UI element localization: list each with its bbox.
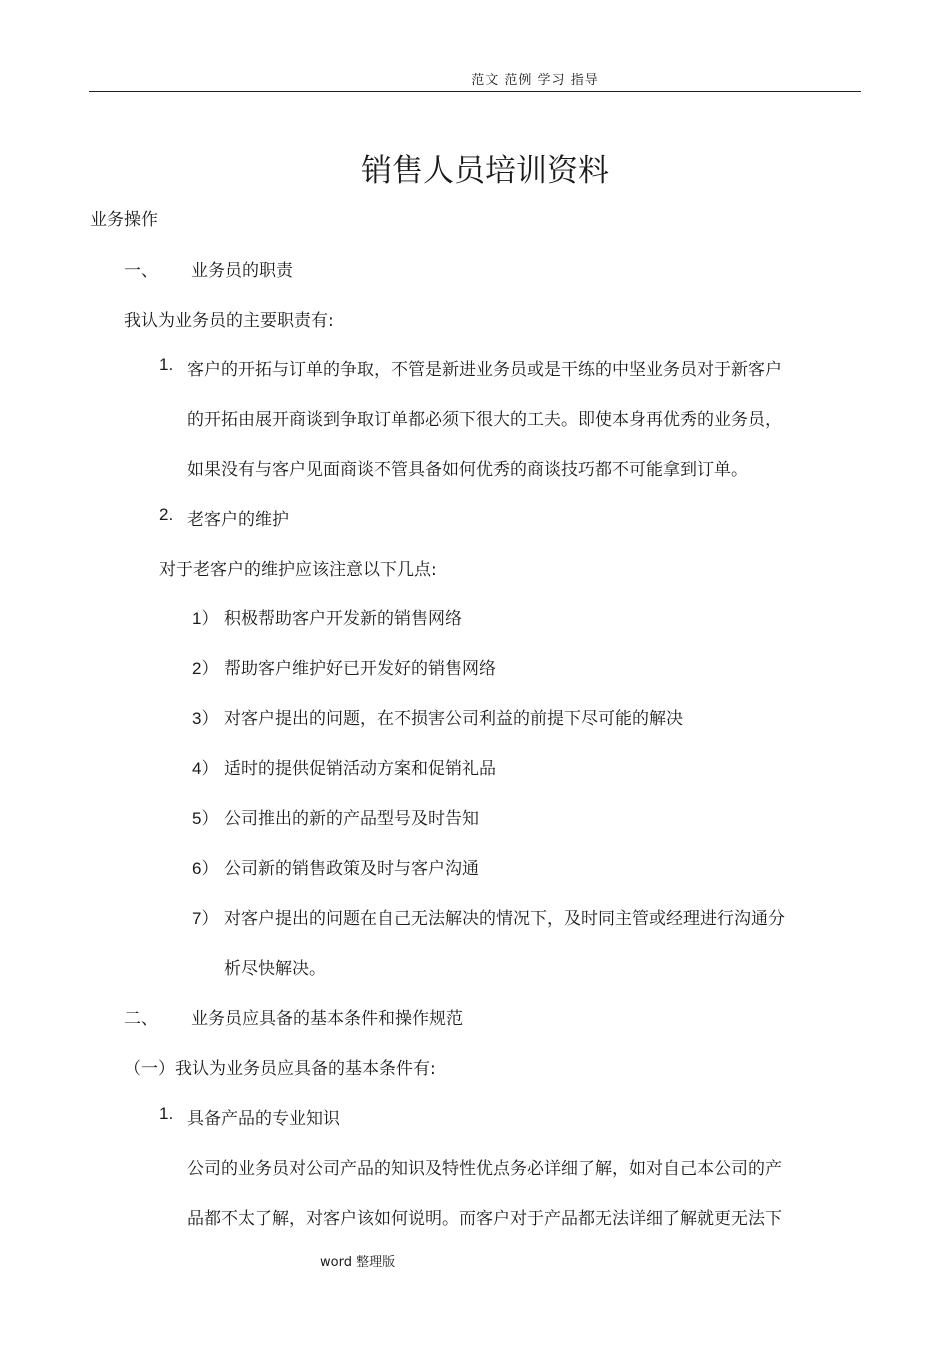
part2-subheading: （一）我认为业务员应具备的基本条件有: <box>124 1059 436 1079</box>
part1-heading: 业务员的职责 <box>191 261 293 281</box>
header-rule <box>89 91 861 92</box>
point-text-continued: 析尽快解决。 <box>224 959 326 979</box>
part2-item1-text: 具备产品的专业知识 <box>187 1109 340 1129</box>
point-text: 对客户提出的问题，在不损害公司利益的前提下尽可能的解决 <box>224 709 683 729</box>
part1-number: 一、 <box>124 261 158 281</box>
point-text: 对客户提出的问题在自己无法解决的情况下，及时同主管或经理进行沟通分 <box>224 909 785 929</box>
item2-number: 2. <box>159 505 174 524</box>
item2-text: 老客户的维护 <box>187 510 289 530</box>
item1-line-3: 如果没有与客户见面商谈不管具备如何优秀的商谈技巧都不可能拿到订单。 <box>187 460 748 480</box>
item1-line-2: 的开拓由展开商谈到争取订单都必须下很大的工夫。即使本身再优秀的业务员， <box>187 410 782 430</box>
part2-item1-line-2: 品都不太了解，对客户该如何说明。而客户对于产品都无法详细了解就更无法下 <box>187 1209 782 1229</box>
item2-intro: 对于老客户的维护应该注意以下几点: <box>159 560 437 580</box>
point-text: 公司新的销售政策及时与客户沟通 <box>224 859 479 879</box>
part2-item1-number: 1. <box>159 1104 174 1123</box>
point-number: 3） <box>192 709 219 728</box>
point-number: 6） <box>192 859 219 878</box>
point-text: 公司推出的新的产品型号及时告知 <box>224 809 479 829</box>
point-number: 7） <box>192 909 219 928</box>
point-number: 1） <box>192 609 219 628</box>
point-text: 帮助客户维护好已开发好的销售网络 <box>224 659 496 679</box>
running-header: 范文 范例 学习 指导 <box>471 73 599 88</box>
point-number: 5） <box>192 809 219 828</box>
part2-heading: 业务员应具备的基本条件和操作规范 <box>191 1009 463 1029</box>
document-title: 销售人员培训资料 <box>361 153 609 189</box>
part2-number: 二、 <box>124 1009 158 1029</box>
item1-number: 1. <box>159 355 174 374</box>
page-footer: word 整理版 <box>320 1255 396 1270</box>
item1-line-1: 客户的开拓与订单的争取，不管是新进业务员或是干练的中坚业务员对于新客户 <box>187 360 782 380</box>
part2-item1-line-1: 公司的业务员对公司产品的知识及特性优点务必详细了解，如对自己本公司的产 <box>187 1159 782 1179</box>
point-text: 适时的提供促销活动方案和促销礼品 <box>224 759 496 779</box>
point-text: 积极帮助客户开发新的销售网络 <box>224 609 462 629</box>
point-number: 4） <box>192 759 219 778</box>
part1-intro: 我认为业务员的主要职责有: <box>124 311 334 331</box>
point-number: 2） <box>192 659 219 678</box>
section-label: 业务操作 <box>90 210 158 230</box>
